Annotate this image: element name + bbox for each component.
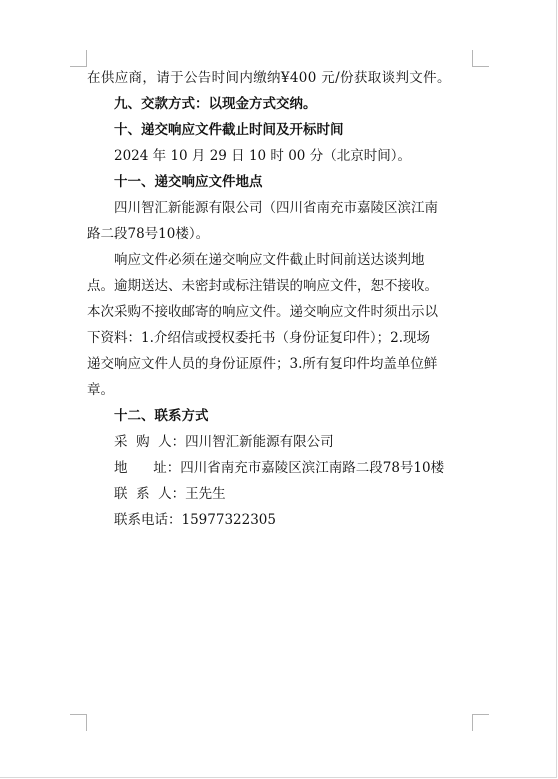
submission-address-line-1: 四川智汇新能源有限公司（四川省南充市嘉陵区滨江南 — [114, 200, 438, 216]
section-12-heading: 十二、联系方式 — [114, 408, 209, 424]
notice-line-2: 点。逾期送达、未密封或标注错误的响应文件，恕不接收。 — [87, 278, 438, 294]
notice-line-1: 响应文件必须在递交响应文件截止时间前送达谈判地 — [114, 252, 425, 268]
bottom-left-margin-marker — [70, 714, 87, 731]
section-11-heading: 十一、递交响应文件地点 — [114, 174, 263, 190]
contact-phone-line: 联系电话：15977322305 — [114, 512, 276, 528]
notice-line-5: 递交响应文件人员的身份证原件；3.所有复印件均盖单位鲜 — [87, 356, 438, 372]
top-right-margin-marker — [472, 50, 489, 67]
top-left-margin-marker — [70, 50, 87, 67]
fee-line: 在供应商，请于公告时间内缴纳¥400 元/份获取谈判文件。 — [87, 70, 451, 86]
notice-line-4: 下资料：1.介绍信或授权委托书（身份证复印件）；2.现场 — [87, 330, 431, 346]
notice-line-3: 本次采购不接收邮寄的响应文件。递交响应文件时须出示以 — [87, 304, 438, 320]
submission-address-line-2: 路二段78号10楼）。 — [87, 226, 210, 242]
purchaser-line: 采 购 人：四川智汇新能源有限公司 — [114, 434, 334, 450]
bottom-right-margin-marker — [472, 714, 489, 731]
deadline-text: 2024 年 10 月 29 日 10 时 00 分（北京时间）。 — [114, 148, 411, 164]
section-9-heading: 九、交款方式：以现金方式交纳。 — [114, 96, 317, 112]
address-line: 地 址：四川省南充市嘉陵区滨江南路二段78号10楼 — [114, 460, 445, 476]
contact-person-line: 联 系 人：王先生 — [114, 486, 226, 502]
notice-line-6: 章。 — [87, 382, 114, 398]
section-10-heading: 十、递交响应文件截止时间及开标时间 — [114, 122, 344, 138]
